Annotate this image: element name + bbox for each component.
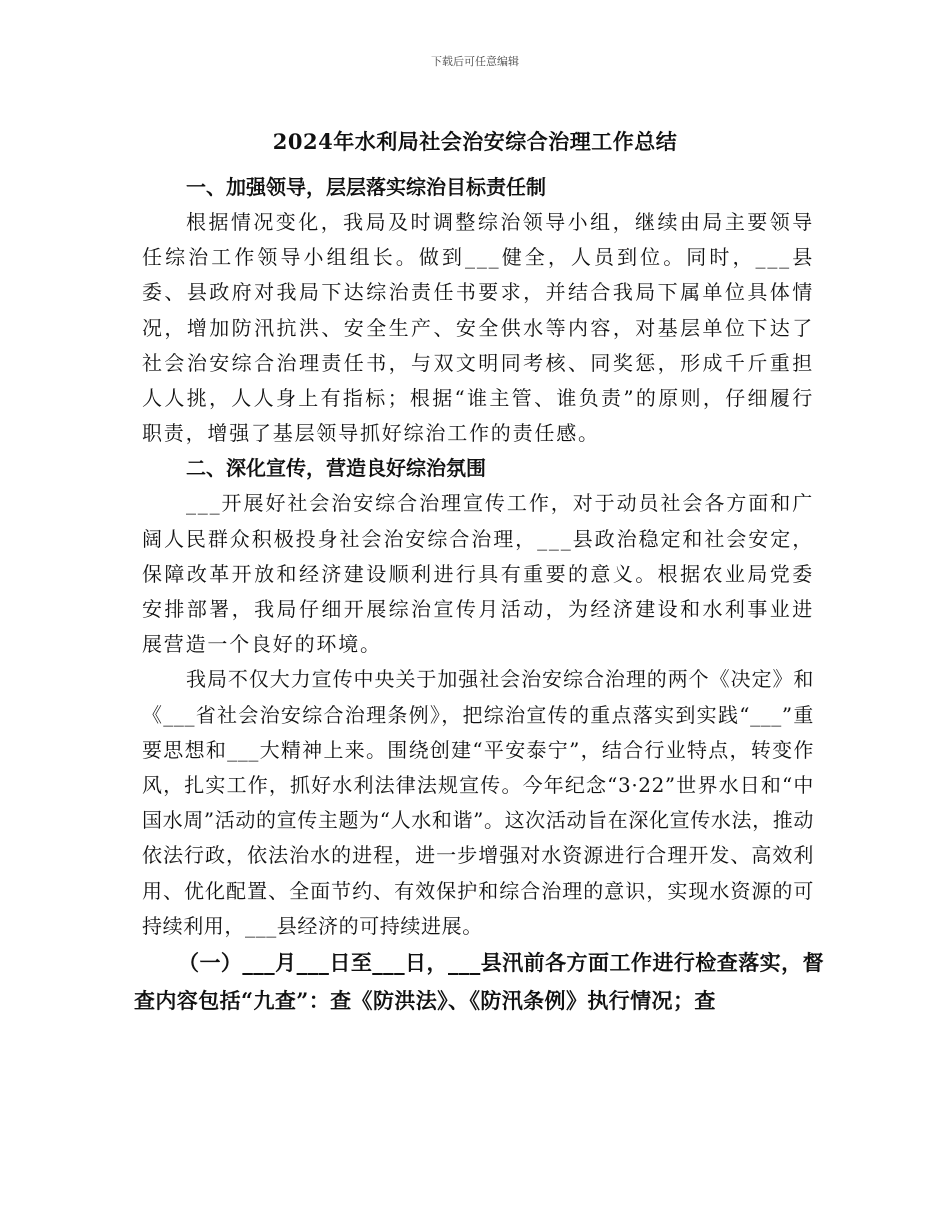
section-2-paragraph-2: 我局不仅大力宣传中央关于加强社会治安综合治理的两个《决定》和《___省社会治安综合治理条例》，把综治宣传的重点落实到实践“___”重要思想和___大精神上来。围绕创建“平安泰宁”，结合行业特点，转变作风，扎实工作，抓好水利法律法规宣传。今年纪念“3·22”世界水日和“中国水周”活动的宣传主题为“人水和谐”。这次活动旨在深化宣传水法，推动依法行政，依法治水的进程，进一步增强对水资源进行合理开发、高效利用、优化配置、全面节约、有效保护和综合治理的意识，实现水资源的可持续利用，___县经济的可持续进展。 bbox=[142, 667, 814, 938]
document-title: 2024年水利局社会治安综合治理工作总结 bbox=[272, 129, 678, 154]
subsection-1-paragraph bbox=[134, 944, 824, 1020]
section-1-paragraph: 根据情况变化，我局及时调整综治领导小组，继续由局主要领导任综治工作领导小组组长。做到___健全，人员到位。同时，___县委、县政府对我局下达综治责任书要求，并结合我局下属单位具体情况，增加防汛抗洪、安全生产、安全供水等内容，对基层单位下达了社会治安综合治理责任书，与双文明同考核、同奖惩，形成千斤重担人人挑，人人身上有指标；根据“谁主管、谁负责”的原则，仔细履行职责，增强了基层领导抓好综治工作的责任感。 bbox=[142, 210, 814, 446]
page-header-note: 下载后可任意编辑 bbox=[431, 55, 519, 68]
subsection-1-text: （一）___月___日至___日，___县汛前各方面工作进行检查落实，督查内容包括“九查”：查《防洪法》、《防汛条例》执行情况；查 bbox=[134, 950, 824, 1014]
section-1-heading: 一、加强领导，层层落实综治目标责任制 bbox=[186, 175, 546, 199]
section-2-heading: 二、深化宣传，营造良好综治氛围 bbox=[186, 456, 486, 481]
document-body bbox=[134, 170, 824, 1020]
section-2-paragraph-1: ___开展好社会治安综合治理宣传工作，对于动员社会各方面和广阔人民群众积极投身社会治安综合治理，___县政治稳定和社会安定，保障改革开放和经济建设顺利进行具有重要的意义。根据农业局党委安排部署，我局仔细开展综治宣传月活动，为经济建设和水利事业进展营造一个良好的环境。 bbox=[142, 491, 814, 657]
